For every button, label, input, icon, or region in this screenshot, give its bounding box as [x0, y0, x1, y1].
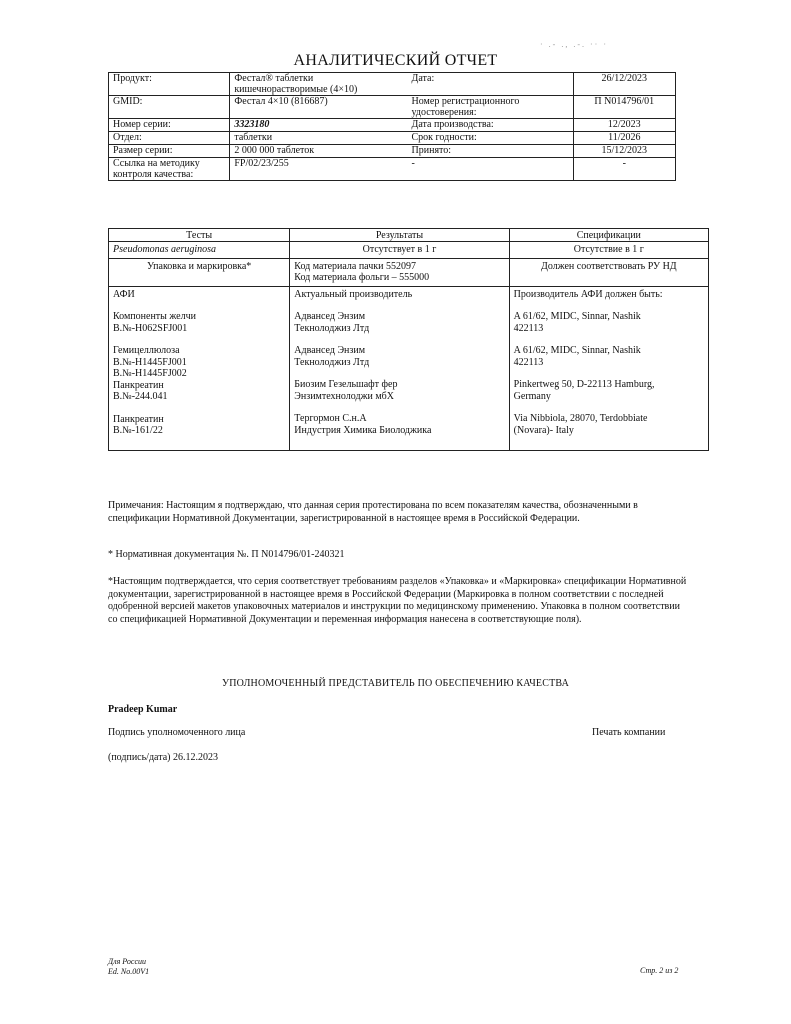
- api-heading: АФИ: [113, 288, 135, 300]
- info-value: 26/12/2023: [573, 73, 675, 96]
- info-value: 11/2026: [573, 132, 675, 145]
- column-header-specs: Спецификации: [509, 229, 708, 242]
- test-spec: Должен соответствовать РУ НД: [509, 258, 708, 286]
- api-batch: B.№-H062SFJ001: [113, 322, 188, 334]
- address-line: 422113: [513, 356, 544, 368]
- api-components: [109, 286, 290, 450]
- address-line: 422113: [513, 322, 544, 334]
- footer-left: [108, 957, 149, 977]
- tests-table: [108, 228, 709, 451]
- table-row: [109, 145, 676, 158]
- table-row: [109, 132, 676, 145]
- info-value: Фестал® таблетки кишечнорастворимые (4×10): [230, 73, 408, 96]
- info-label: Номер регистрационного удостоверения:: [408, 96, 574, 119]
- footer-edition: Ed. No.00V1: [108, 967, 150, 976]
- product-info-table: [108, 72, 676, 181]
- address-line: Via Nibbiola, 28070, Terdobbiate: [513, 413, 648, 424]
- info-value: таблетки: [230, 132, 408, 145]
- api-batch: B.№-161/22: [113, 425, 163, 436]
- table-row: [109, 158, 676, 181]
- representative-title: УПОЛНОМОЧЕННЫЙ ПРЕДСТАВИТЕЛЬ ПО ОБЕСПЕЧЕНИЮ КАЧЕСТВА: [221, 678, 570, 689]
- info-label: Дата:: [408, 73, 574, 96]
- address-line: A 61/62, MIDC, Sinnar, Nashik: [513, 345, 641, 356]
- material-code-box: Код материала пачки 552097: [294, 260, 416, 272]
- api-manufacturers: [290, 286, 509, 450]
- manufacturer-line: Энзимтехнолоджи мбХ: [294, 390, 394, 402]
- api-name: Панкреатин: [113, 413, 164, 425]
- api-specifications: [509, 286, 708, 450]
- info-label: Отдел:: [109, 132, 230, 145]
- address-line: (Novara)- Italy: [513, 424, 574, 436]
- table-row: [109, 258, 709, 286]
- manufacturer-line: Биозим Гезельшафт фер: [294, 379, 398, 390]
- info-label: Ссылка на методику контроля качества:: [109, 158, 230, 181]
- company-seal-label: Печать компании: [592, 727, 666, 738]
- api-batch: B.№-244.041: [113, 391, 168, 402]
- info-label: Размер серии:: [109, 145, 230, 158]
- test-result: [290, 258, 509, 286]
- info-value: 12/2023: [573, 119, 675, 132]
- address-line: Germany: [513, 390, 551, 402]
- info-label: Срок годности:: [408, 132, 574, 145]
- test-name: Упаковка и маркировка*: [109, 258, 290, 286]
- test-spec: Отсутствие в 1 г: [509, 242, 708, 259]
- page-number: Стр. 2 из 2: [640, 966, 679, 975]
- table-row: [109, 242, 709, 259]
- handwritten-scribble: · .- ., .-. ·· ·: [540, 40, 608, 49]
- footer-region: Для России: [108, 957, 146, 966]
- column-header-tests: Тесты: [109, 229, 290, 242]
- table-row: [109, 96, 676, 119]
- api-batch: B.№-H1445FJ002: [113, 368, 187, 379]
- test-name: Pseudomonas aeruginosa: [109, 242, 290, 259]
- signature-label: Подпись уполномоченного лица: [108, 727, 246, 738]
- info-value: 15/12/2023: [573, 145, 675, 158]
- api-spec-heading: Производитель АФИ должен быть:: [513, 288, 663, 300]
- table-row: [109, 119, 676, 132]
- test-result: Отсутствует в 1 г: [290, 242, 509, 259]
- api-result-heading: Актуальный производитель: [294, 288, 413, 300]
- table-header-row: [109, 229, 709, 242]
- table-row: [109, 286, 709, 450]
- address-line: Pinkertweg 50, D-22113 Hamburg,: [513, 379, 655, 390]
- manufacturer-line: Индустрия Химика Биолоджика: [294, 424, 432, 436]
- material-code-foil: Код материала фольги – 555000: [294, 272, 430, 283]
- page-title: АНАЛИТИЧЕСКИЙ ОТЧЕТ: [293, 52, 498, 69]
- manufacturer-line: Тергормон С.н.А: [294, 413, 367, 424]
- info-label: -: [408, 158, 574, 181]
- manufacturer-line: Текнолоджиз Лтд: [294, 322, 370, 334]
- info-label: Номер серии:: [109, 119, 230, 132]
- note-normative-doc: * Нормативная документация №. П N014796/01-240321: [108, 549, 345, 560]
- info-value: 2 000 000 таблеток: [230, 145, 408, 158]
- info-value: П N014796/01: [573, 96, 675, 119]
- info-label: Принято:: [408, 145, 574, 158]
- info-value: Фестал 4×10 (816687): [230, 96, 408, 119]
- api-name: Компоненты желчи: [113, 311, 196, 322]
- signature-date: (подпись/дата) 26.12.2023: [108, 752, 218, 763]
- info-value: -: [573, 158, 675, 181]
- api-batch: B.№-H1445FJ001: [113, 356, 187, 368]
- batch-number-value: 3323180: [230, 119, 408, 132]
- note-packaging: *Настоящим подтверждается, что серия соответствует требованиям разделов «Упаковка» и «Маркировка» спецификации Нормативной документации, зарегистрированной в настоящее время в Российской Федерации (Маркировка в полном соответствии с последней одобренной версией макетов упаковочных материалов и инструкции по медицинскому применению. Упаковка в полном соответствии со спецификацией Нормативной Документации и переменная информация нанесена в соответствующие поля).: [108, 576, 687, 625]
- table-row: [109, 73, 676, 96]
- manufacturer-line: Адвансед Энзим: [294, 345, 366, 356]
- address-line: A 61/62, MIDC, Sinnar, Nashik: [513, 311, 641, 322]
- manufacturer-line: Адвансед Энзим: [294, 311, 366, 322]
- manufacturer-line: Текнолоджиз Лтд: [294, 356, 370, 368]
- column-header-results: Результаты: [290, 229, 509, 242]
- signer-name: Pradeep Kumar: [108, 704, 178, 715]
- info-label: Продукт:: [109, 73, 230, 96]
- note-confirmation: Примечания: Настоящим я подтверждаю, что данная серия протестирована по всем показателям качества, обозначенными в спецификации Нормативной Документации, зарегистрированной в настоящее время в Российской Федерации.: [108, 500, 638, 524]
- info-label: GMID:: [109, 96, 230, 119]
- info-label: Дата производства:: [408, 119, 574, 132]
- api-name: Панкреатин: [113, 379, 164, 391]
- info-value: FP/02/23/255: [230, 158, 408, 181]
- api-name: Гемицеллюлоза: [113, 345, 180, 356]
